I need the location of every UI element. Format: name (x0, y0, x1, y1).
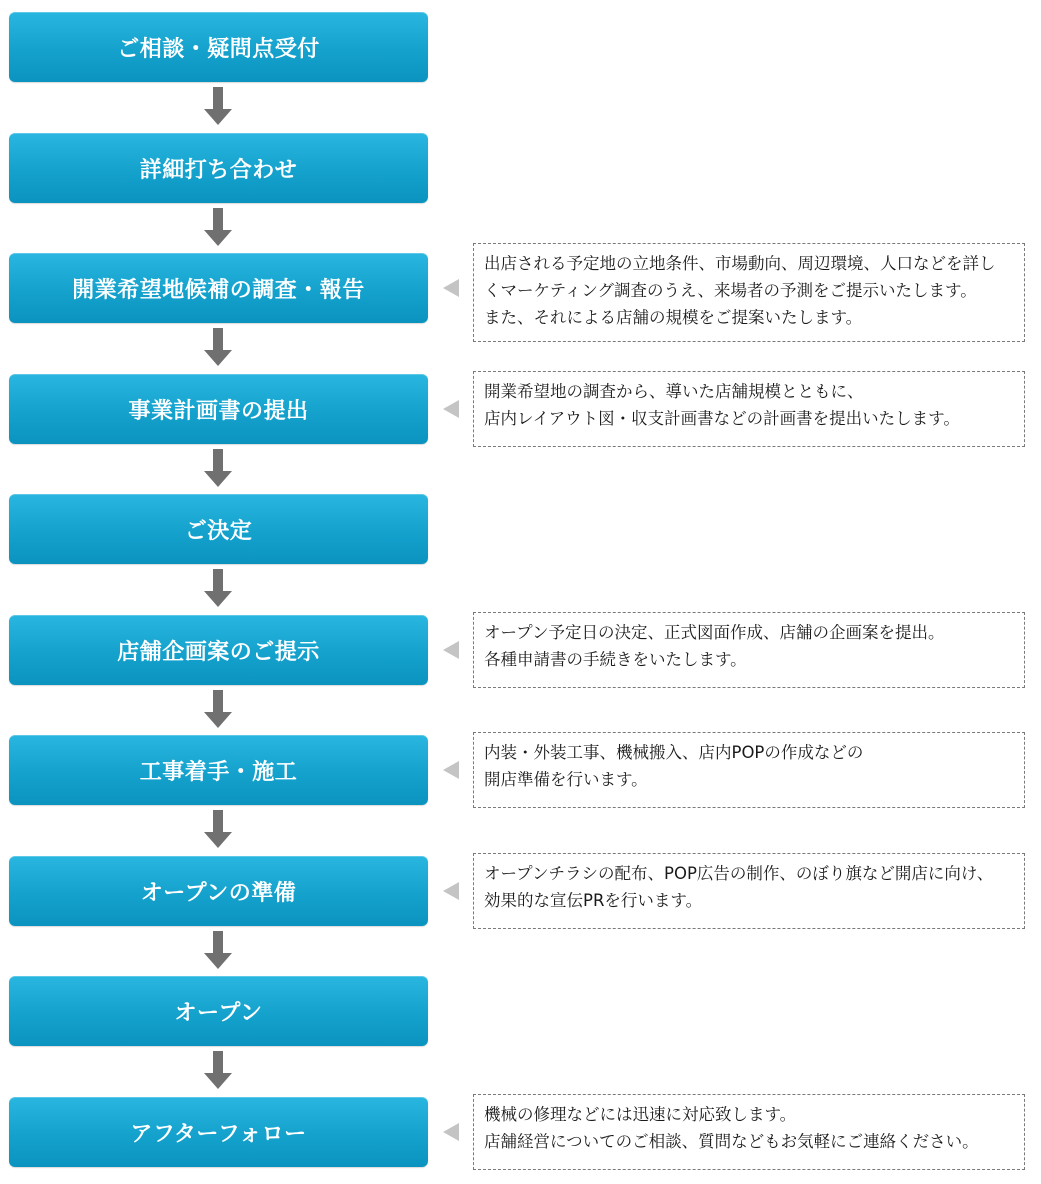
step-box-store-proposal (9, 615, 428, 685)
step-label: オープン (174, 1000, 263, 1026)
note-line: 効果的な宣伝PRを行います。 (484, 891, 703, 910)
note-line: くマーケティング調査のうえ、来場者の予測をご提示いたします。 (484, 281, 977, 300)
down-arrow-icon (204, 208, 232, 248)
down-arrow-icon (204, 87, 232, 127)
left-pointer-icon (443, 400, 459, 418)
step-box-site-survey (9, 253, 428, 323)
note-opening-prep (473, 853, 1025, 929)
down-arrow-icon (204, 449, 232, 489)
step-label: オープンの準備 (140, 880, 297, 906)
note-site-survey (473, 243, 1025, 342)
step-label: 詳細打ち合わせ (139, 157, 298, 183)
note-line: オープンチラシの配布、POP広告の制作、のぼり旗など開店に向け、 (484, 864, 994, 883)
note-after-follow (473, 1094, 1025, 1170)
down-arrow-icon (204, 1051, 232, 1091)
note-line: 開業希望地の調査から、導いた店舗規模とともに、 (484, 382, 864, 401)
note-line: 店舗経営についてのご相談、質問などもお気軽にご連絡ください。 (484, 1132, 979, 1151)
step-label: アフターフォロー (130, 1121, 307, 1147)
note-line: また、それによる店舗の規模をご提案いたします。 (484, 308, 863, 327)
down-arrow-icon (204, 810, 232, 850)
note-business-plan (473, 371, 1025, 447)
down-arrow-icon (204, 690, 232, 730)
step-box-decision (9, 494, 428, 564)
note-line: 出店される予定地の立地条件、市場動向、周辺環境、人口などを詳し (484, 254, 996, 273)
down-arrow-icon (204, 569, 232, 609)
step-box-opening-prep (9, 856, 428, 926)
left-pointer-icon (443, 882, 459, 900)
note-construction (473, 732, 1025, 808)
note-line: 内装・外装工事、機械搬入、店内POPの作成などの (484, 743, 864, 762)
note-line: 店内レイアウト図・収支計画書などの計画書を提出いたします。 (484, 409, 960, 428)
step-box-construction (9, 735, 428, 805)
step-box-after-follow (9, 1097, 428, 1167)
step-box-business-plan (9, 374, 428, 444)
left-pointer-icon (443, 279, 459, 297)
down-arrow-icon (204, 328, 232, 368)
step-label: ご相談・疑問点受付 (117, 36, 320, 62)
note-store-proposal (473, 612, 1025, 688)
step-label: 店舗企画案のご提示 (117, 639, 320, 665)
step-label: ご決定 (184, 518, 253, 544)
step-box-consultation (9, 12, 428, 82)
left-pointer-icon (443, 641, 459, 659)
note-line: 機械の修理などには迅速に対応致します。 (484, 1105, 797, 1124)
note-line: 開店準備を行います。 (484, 770, 648, 789)
step-label: 工事着手・施工 (139, 759, 298, 785)
note-line: オープン予定日の決定、正式図面作成、店舗の企画案を提出。 (484, 623, 945, 642)
down-arrow-icon (204, 931, 232, 971)
step-label: 事業計画書の提出 (128, 398, 309, 424)
note-line: 各種申請書の手続きをいたします。 (484, 650, 747, 669)
step-box-detailed-meeting (9, 133, 428, 203)
left-pointer-icon (443, 761, 459, 779)
step-box-opening (9, 976, 428, 1046)
left-pointer-icon (443, 1123, 459, 1141)
step-label: 開業希望地候補の調査・報告 (72, 277, 365, 303)
